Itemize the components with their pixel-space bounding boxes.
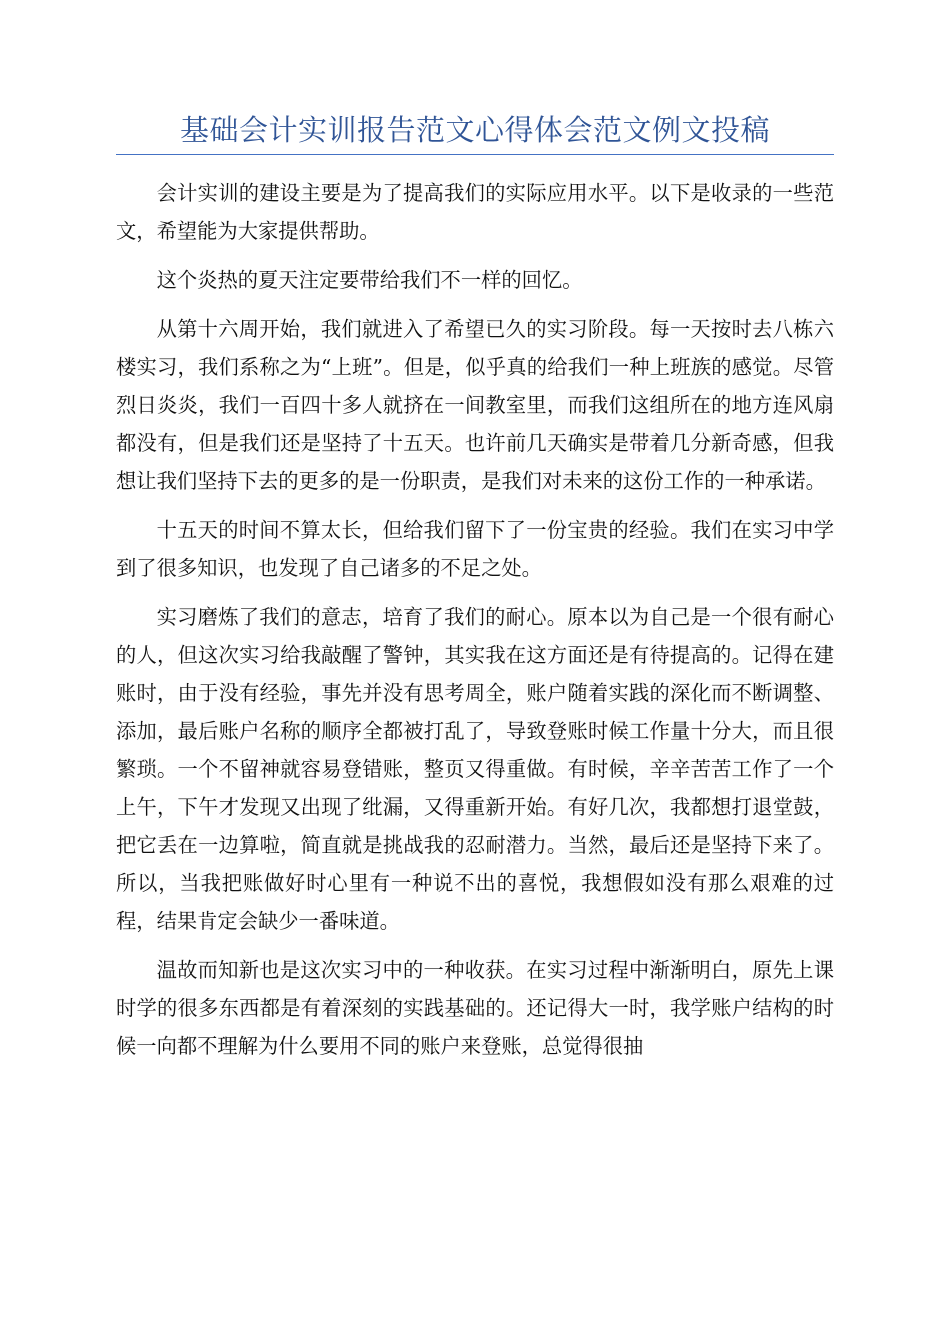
paragraph-2: 这个炎热的夏天注定要带给我们不一样的回忆。 xyxy=(156,268,583,292)
paragraph-4: 十五天的时间不算太长，但给我们留下了一份宝贵的经验。我们在实习中学到了很多知识，也发现了自己诸多的不足之处。 xyxy=(116,518,834,580)
paragraph-1: 会计实训的建设主要是为了提高我们的实际应用水平。以下是收录的一些范文，希望能为大家提供帮助。 xyxy=(116,181,834,243)
document-title: 基础会计实训报告范文心得体会范文例文投稿 xyxy=(179,113,770,147)
paragraph-6: 温故而知新也是这次实习中的一种收获。在实习过程中渐渐明白，原先上课时学的很多东西都是有着深刻的实践基础的。还记得大一时，我学账户结构的时候一向都不理解为什么要用不同的账户来登账，总觉得很抽 xyxy=(116,958,834,1058)
paragraph-3: 从第十六周开始，我们就进入了希望已久的实习阶段。每一天按时去八栋六楼实习，我们系称之为“上班”。但是，似乎真的给我们一种上班族的感觉。尽管烈日炎炎，我们一百四十多人就挤在一间教室里，而我们这组所在的地方连风扇都没有，但是我们还是坚持了十五天。也许前几天确实是带着几分新奇感，但我想让我们坚持下去的更多的是一份职责，是我们对未来的这份工作的一种承诺。 xyxy=(116,317,834,493)
document-body xyxy=(116,174,834,1076)
paragraph-5: 实习磨炼了我们的意志，培育了我们的耐心。原本以为自己是一个很有耐心的人，但这次实习给我敲醒了警钟，其实我在这方面还是有待提高的。记得在建账时，由于没有经验，事先并没有思考周全，账户随着实践的深化而不断调整、添加，最后账户名称的顺序全都被打乱了，导致登账时候工作量十分大，而且很繁琐。一个不留神就容易登错账，整页又得重做。有时候，辛辛苦苦工作了一个上午，下午才发现又出现了纰漏，又得重新开始。有好几次，我都想打退堂鼓，把它丢在一边算啦，简直就是挑战我的忍耐潜力。当然，最后还是坚持下来了。所以，当我把账做好时心里有一种说不出的喜悦，我想假如没有那么艰难的过程，结果肯定会缺少一番味道。 xyxy=(116,605,834,933)
title-underline xyxy=(116,154,834,155)
